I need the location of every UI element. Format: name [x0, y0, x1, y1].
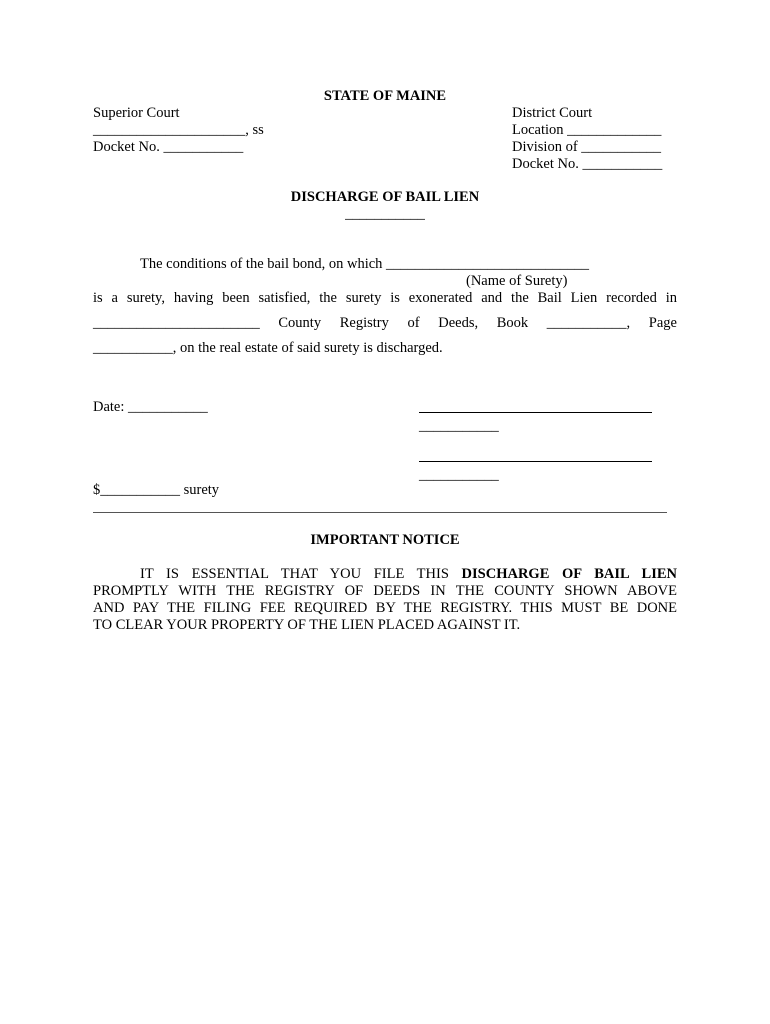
date-line: Date: ___________ — [93, 399, 208, 415]
docket-no-right: Docket No. ___________ — [512, 156, 663, 172]
notice-line-4: TO CLEAR YOUR PROPERTY OF THE LIEN PLACED AGAINST IT. — [93, 617, 521, 633]
document-title: DISCHARGE OF BAIL LIEN — [290, 189, 480, 205]
superior-court-label: Superior Court — [93, 105, 180, 121]
notice-line-1 — [140, 566, 677, 583]
notice-line-2: PROMPTLY WITH THE REGISTRY OF DEEDS IN THE COUNTY SHOWN ABOVE — [93, 583, 677, 599]
notice-line-1-prefix: IT IS ESSENTIAL THAT YOU FILE THIS — [140, 566, 462, 582]
signature-subline-1: ___________ — [419, 418, 499, 434]
signature-line-1 — [419, 412, 652, 413]
notice-line-3: AND PAY THE FILING FEE REQUIRED BY THE REGISTRY. THIS MUST BE DONE — [93, 600, 677, 616]
title-underline: ___________ — [345, 206, 425, 222]
body-line-2: is a surety, having been satisfied, the surety is exonerated and the Bail Lien recorded in — [93, 290, 677, 306]
district-court-label: District Court — [512, 105, 593, 121]
division-line: Division of ___________ — [512, 139, 662, 155]
notice-heading: IMPORTANT NOTICE — [310, 532, 460, 548]
body-line-3: _______________________ County Registry of Deeds, Book ___________, Page — [93, 315, 677, 331]
docket-no-left: Docket No. ___________ — [93, 139, 244, 155]
surety-amount-line: $___________ surety — [93, 482, 220, 498]
signature-line-2 — [419, 461, 652, 462]
surety-caption: (Name of Surety) — [466, 273, 568, 289]
notice-line-1-bold: DISCHARGE OF BAIL LIEN — [461, 566, 677, 582]
location-line: Location _____________ — [512, 122, 662, 138]
county-ss-line: _____________________, ss — [93, 122, 264, 138]
body-line-1: The conditions of the bail bond, on which ____________________________ — [140, 256, 590, 272]
signature-subline-2: ___________ — [419, 467, 499, 483]
section-divider — [93, 512, 667, 513]
state-heading: STATE OF MAINE — [323, 88, 447, 104]
body-line-4: ___________, on the real estate of said surety is discharged. — [93, 340, 443, 356]
